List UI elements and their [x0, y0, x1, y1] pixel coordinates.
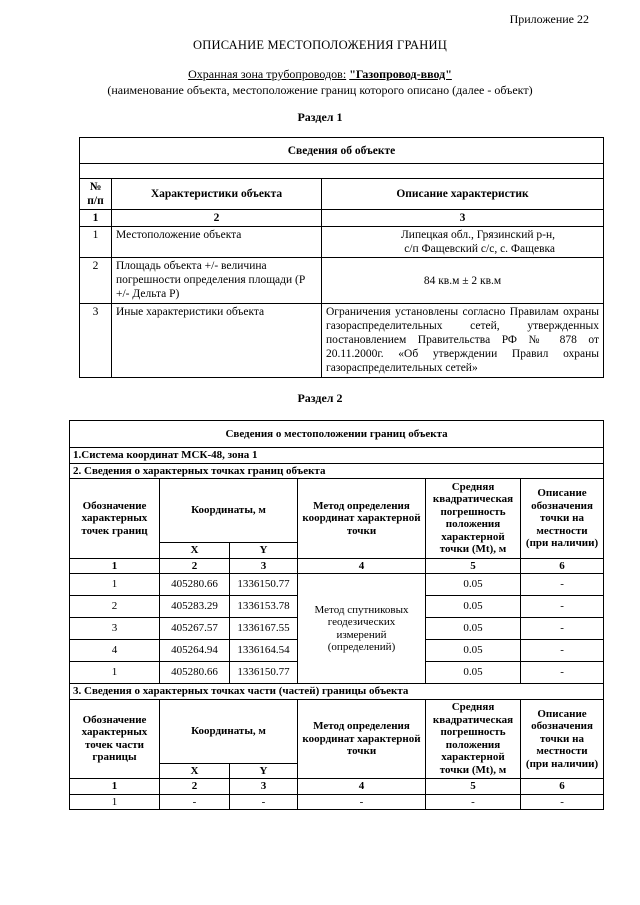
- coord-system-row: 1.Система координат МСК-48, зона 1: [70, 448, 604, 464]
- index-cell: 1: [70, 779, 160, 795]
- header-method: Метод определения координат характерной точки: [298, 479, 426, 559]
- sub2-title: 2. Сведения о характерных точках границ объекта: [70, 463, 604, 479]
- row-description: [322, 227, 604, 258]
- point-mt: 0.05: [426, 640, 521, 662]
- row-description: Ограничения установлены согласно Правилам охраны газораспределительных сетей, утвержденных постановлением Правительства РФ № 878 от 20.11.2000г. «Об утверждении Правил охраны газораспределительных сетей»: [322, 304, 604, 378]
- row-num: 3: [80, 304, 112, 378]
- index-cell: 2: [160, 779, 230, 795]
- header-point: Обозначение характерных точек границ: [70, 479, 160, 559]
- index-cell: 3: [322, 210, 604, 227]
- index-cell: 1: [70, 558, 160, 574]
- point-x: 405264.94: [160, 640, 230, 662]
- appendix-label: Приложение 22: [509, 12, 589, 26]
- row-characteristic: Иные характеристики объекта: [112, 304, 322, 378]
- point-mt: 0.05: [426, 574, 521, 596]
- object-line: [0, 67, 640, 82]
- index-cell: 3: [230, 779, 298, 795]
- header-coords: Координаты, м: [160, 479, 298, 543]
- point-y: 1336164.54: [230, 640, 298, 662]
- index-cell: 2: [160, 558, 230, 574]
- point-y: 1336150.77: [230, 574, 298, 596]
- sub3-title: 3. Сведения о характерных точках части (частей) границы объекта: [70, 684, 604, 700]
- header-error: Средняя квадратическая погрешность положения характерной точки (Mt), м: [426, 699, 521, 779]
- row-characteristic: Местоположение объекта: [112, 227, 322, 258]
- object-info-title: Сведения об объекте: [80, 138, 604, 164]
- object-name: "Газопровод-ввод": [349, 67, 452, 81]
- section1-label: Раздел 1: [297, 110, 343, 124]
- header-coords: Координаты, м: [160, 699, 298, 763]
- boundary-table-title: Сведения о местоположении границ объекта: [70, 421, 604, 448]
- method-cell: Метод спутниковых геодезических измерений (определений): [298, 574, 426, 684]
- point-x: 405280.66: [160, 662, 230, 684]
- index-cell: 1: [80, 210, 112, 227]
- header-point-desc: Описание обозначения точки на местности (при наличии): [521, 479, 604, 559]
- table-row: [70, 574, 604, 596]
- header-characteristic: Характеристики объекта: [112, 179, 322, 210]
- table-row: [70, 794, 604, 810]
- index-cell: 4: [298, 558, 426, 574]
- point-y: 1336153.78: [230, 596, 298, 618]
- header-description: Описание характеристик: [322, 179, 604, 210]
- point-num: 4: [70, 640, 160, 662]
- point-desc: -: [521, 618, 604, 640]
- point-mt: 0.05: [426, 618, 521, 640]
- index-cell: 2: [112, 210, 322, 227]
- row-description: 84 кв.м ± 2 кв.м: [322, 258, 604, 304]
- location-line-1: Липецкая обл., Грязинский р-н,: [401, 229, 556, 241]
- header-method: Метод определения координат характерной точки: [298, 699, 426, 779]
- header-error: Средняя квадратическая погрешность положения характерной точки (Mt), м: [426, 479, 521, 559]
- header-point-desc: Описание обозначения точки на местности (при наличии): [521, 699, 604, 779]
- point-num: 1: [70, 574, 160, 596]
- row-num: 2: [80, 258, 112, 304]
- boundary-points-table: [69, 420, 604, 810]
- index-cell: 5: [426, 779, 521, 795]
- point-x: 405280.66: [160, 574, 230, 596]
- point-y: 1336150.77: [230, 662, 298, 684]
- section2-label: Раздел 2: [297, 391, 343, 405]
- header-point-part: Обозначение характерных точек части границы: [70, 699, 160, 779]
- row-characteristic: Площадь объекта +/- величина погрешности определения площади (Р +/- Дельта Р): [112, 258, 322, 304]
- object-info-table: [79, 137, 604, 378]
- point-mt: 0.05: [426, 596, 521, 618]
- part-point-mt: -: [426, 794, 521, 810]
- header-x: X: [160, 763, 230, 779]
- header-num: № п/п: [80, 179, 112, 210]
- header-y: Y: [230, 543, 298, 559]
- point-desc: -: [521, 640, 604, 662]
- index-cell: 6: [521, 558, 604, 574]
- document-title: ОПИСАНИЕ МЕСТОПОЛОЖЕНИЯ ГРАНИЦ: [193, 38, 447, 52]
- part-point-num: 1: [70, 794, 160, 810]
- point-y: 1336167.55: [230, 618, 298, 640]
- object-note: (наименование объекта, местоположение границ которого описано (далее - объект): [107, 83, 533, 97]
- location-line-2: с/п Фащевский с/с, с. Фащевка: [404, 243, 556, 255]
- index-cell: 5: [426, 558, 521, 574]
- part-point-method: -: [298, 794, 426, 810]
- point-x: 405283.29: [160, 596, 230, 618]
- index-cell: 6: [521, 779, 604, 795]
- row-num: 1: [80, 227, 112, 258]
- part-point-y: -: [230, 794, 298, 810]
- header-x: X: [160, 543, 230, 559]
- header-y: Y: [230, 763, 298, 779]
- point-num: 1: [70, 662, 160, 684]
- point-num: 3: [70, 618, 160, 640]
- point-num: 2: [70, 596, 160, 618]
- part-point-x: -: [160, 794, 230, 810]
- spacer-row: [80, 164, 604, 179]
- object-prefix: Охранная зона трубопроводов:: [188, 67, 347, 81]
- point-desc: -: [521, 662, 604, 684]
- part-point-desc: -: [521, 794, 604, 810]
- point-mt: 0.05: [426, 662, 521, 684]
- index-cell: 4: [298, 779, 426, 795]
- point-desc: -: [521, 574, 604, 596]
- index-cell: 3: [230, 558, 298, 574]
- point-desc: -: [521, 596, 604, 618]
- point-x: 405267.57: [160, 618, 230, 640]
